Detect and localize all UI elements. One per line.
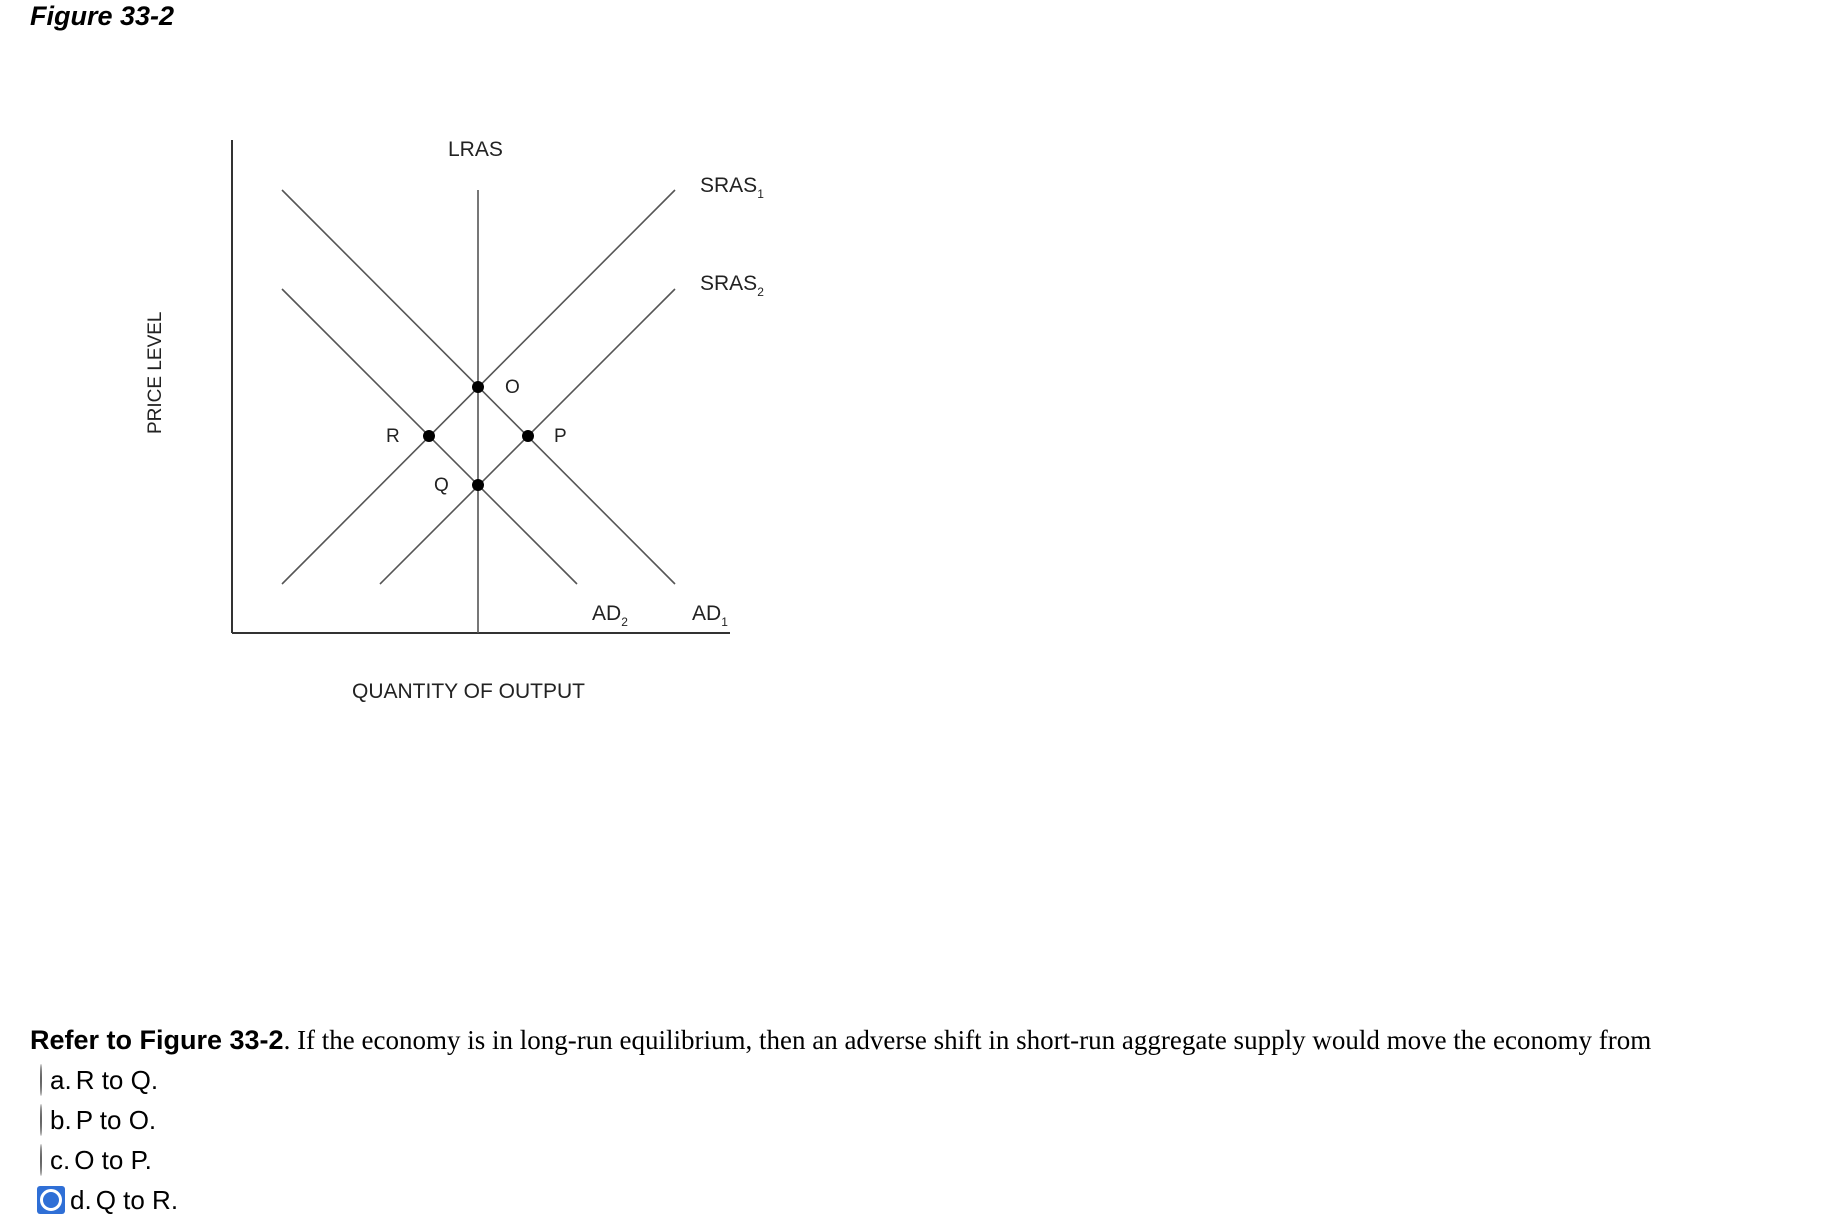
point-r-label: R (386, 426, 400, 447)
ad1-label: $AD_1$ (692, 602, 728, 629)
point-q-dot (472, 479, 484, 491)
option-text: P to O. (75, 1104, 157, 1135)
question-text: . If the economy is in long-run equilibrium, then an adverse shift in short-run aggregate supply would move the economy from (283, 1025, 1652, 1055)
question-stem (30, 1022, 1820, 1058)
option-text: O to P. (74, 1144, 152, 1175)
radio-b[interactable] (40, 1104, 42, 1136)
radio-c[interactable] (40, 1144, 42, 1176)
sras1-label: $SRAS_1$ (700, 174, 764, 201)
point-q-label: Q (434, 475, 449, 496)
point-r-dot (423, 430, 435, 442)
lras-label: LRAS (448, 138, 503, 161)
figure-title: Figure 33-2 (30, 1, 175, 31)
point-p-dot (522, 430, 534, 442)
option-letter: b. (50, 1104, 72, 1135)
question-reference: Refer to Figure 33-2 (30, 1025, 284, 1055)
option-letter: a. (50, 1064, 72, 1095)
option-a[interactable] (40, 1060, 178, 1100)
answer-options (40, 1060, 178, 1220)
radio-d-selected[interactable] (40, 1189, 62, 1211)
point-o-dot (472, 381, 484, 393)
option-c[interactable] (40, 1140, 178, 1180)
radio-a[interactable] (40, 1064, 42, 1096)
point-p-label: P (554, 426, 567, 447)
y-axis-label: PRICE LEVEL (145, 311, 166, 434)
x-axis-label: QUANTITY OF OUTPUT (352, 680, 585, 703)
point-o-label: O (505, 377, 520, 398)
sras2-label: $SRAS_2$ (700, 272, 764, 299)
ad2-label: $AD_2$ (592, 602, 628, 629)
option-text: Q to R. (95, 1184, 179, 1215)
option-letter: c. (50, 1144, 71, 1175)
option-text: R to Q. (75, 1064, 159, 1095)
option-letter: d. (70, 1184, 92, 1215)
option-b[interactable] (40, 1100, 178, 1140)
option-d[interactable] (40, 1180, 178, 1220)
